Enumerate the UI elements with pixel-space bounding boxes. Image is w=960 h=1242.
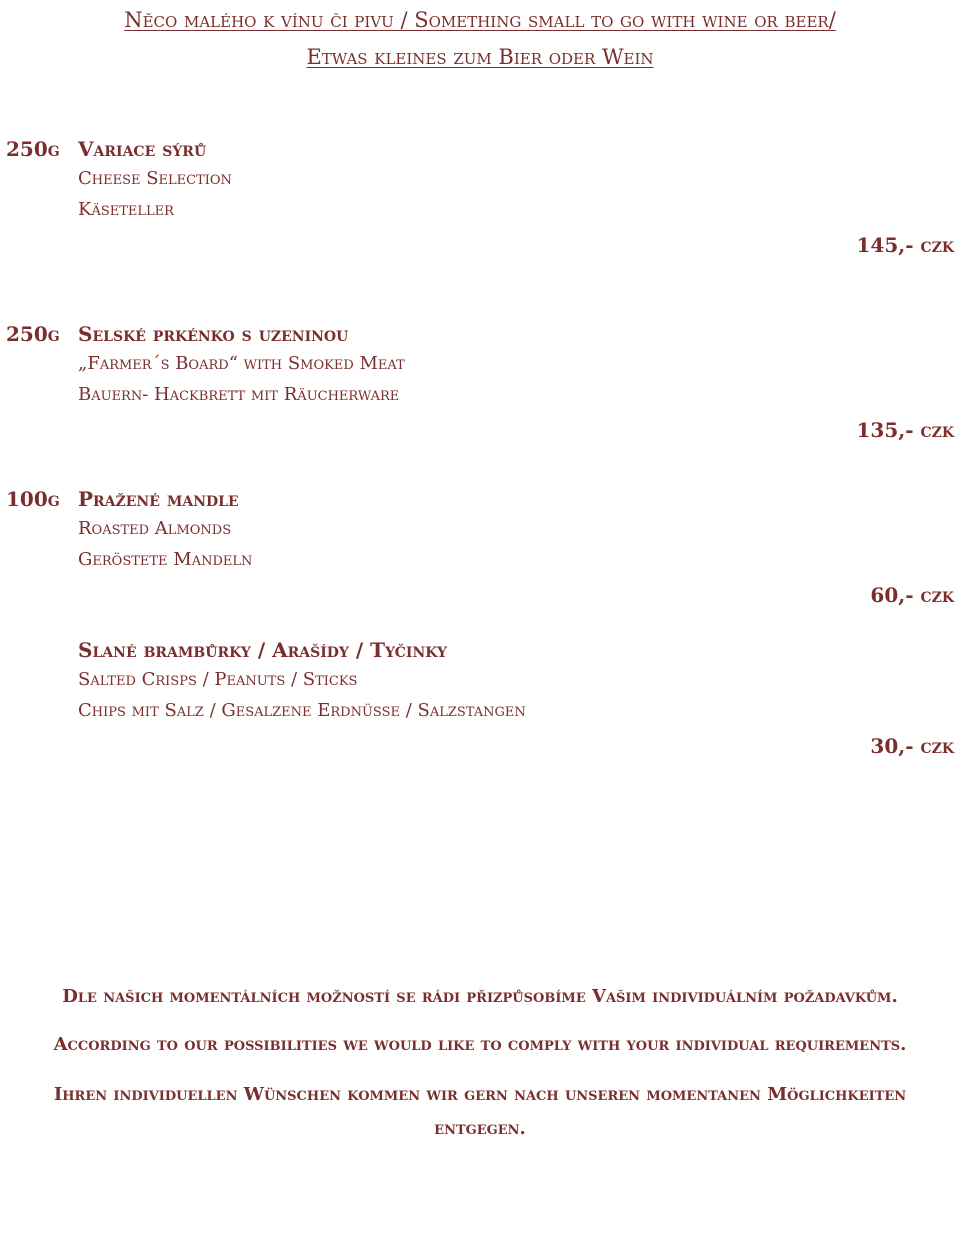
item-price: 30,- czk	[870, 734, 954, 758]
item-price: 60,- czk	[870, 583, 954, 607]
item-price: 135,- czk	[856, 418, 954, 442]
item-name-en: Roasted Almonds	[78, 518, 232, 539]
note-cz: Dle našich momentálních možností se rádi přizpůsobíme Vašim individuálním požadavkům.	[62, 986, 898, 1007]
item-name-de: Chips mit Salz / Gesalzene Erdnüsse / Salzstangen	[78, 700, 526, 721]
item-name-en: Cheese Selection	[78, 168, 232, 189]
note-en: According to our possibilities we would like to comply with your individual requirements.	[53, 1034, 907, 1055]
item-name-de: Käseteller	[78, 199, 174, 220]
item-name-cz: Slané brambůrky / Arašídy / Tyčinky	[78, 638, 448, 662]
item-name-cz: Selské prkénko s uzeninou	[78, 322, 349, 346]
note-de: Ihren individuellen Wünschen kommen wir gern nach unseren momentanen Möglichkeiten entgegen.	[53, 1084, 907, 1139]
item-name-de: Bauern- Hackbrett mit Räucherware	[78, 384, 400, 405]
header-line-1: Něco malého k vínu či pivu / Something small to go with wine or beer/	[124, 8, 836, 32]
item-name-en: Salted Crisps / Peanuts / Sticks	[78, 669, 358, 690]
item-price: 145,- czk	[856, 233, 954, 257]
item-name-de: Geröstete Mandeln	[78, 549, 253, 570]
item-name-en: „Farmer´s Board“ with Smoked Meat	[78, 353, 405, 374]
item-quantity: 250g	[6, 322, 60, 346]
menu-notes	[0, 980, 960, 1146]
item-quantity: 250g	[6, 137, 60, 161]
header-line-2: Etwas kleines zum Bier oder Wein	[306, 45, 654, 69]
menu-section-header	[0, 2, 960, 76]
item-name-cz: Pražené mandle	[78, 487, 239, 511]
item-name-cz: Variace sýrů	[78, 137, 207, 161]
item-quantity: 100g	[6, 487, 60, 511]
